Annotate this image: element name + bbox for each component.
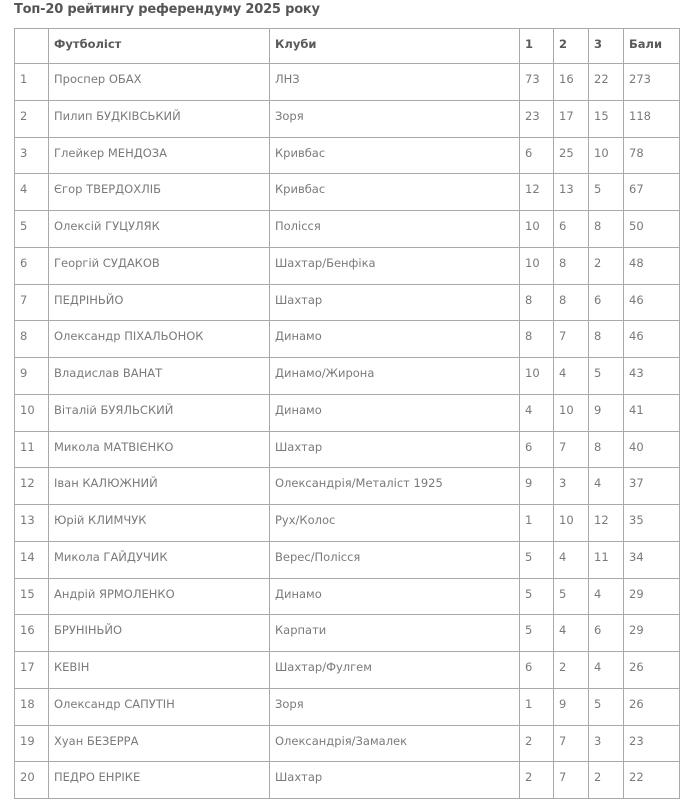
cell-points: 43 <box>624 358 680 395</box>
cell-third-place: 5 <box>589 174 624 211</box>
cell-player: КЕВІН <box>49 652 270 689</box>
cell-points: 118 <box>624 100 680 137</box>
cell-third-place: 10 <box>589 137 624 174</box>
cell-third-place: 8 <box>589 211 624 248</box>
cell-points: 29 <box>624 578 680 615</box>
cell-points: 40 <box>624 431 680 468</box>
table-row <box>15 100 680 137</box>
cell-third-place: 9 <box>589 394 624 431</box>
cell-clubs: Карпати <box>270 615 520 652</box>
cell-clubs: Шахтар <box>270 762 520 799</box>
header-row <box>15 29 680 64</box>
header-third-place: 3 <box>589 29 624 64</box>
cell-clubs: ЛНЗ <box>270 64 520 101</box>
cell-first-place: 8 <box>520 321 554 358</box>
header-points: Бали <box>624 29 680 64</box>
cell-rank: 18 <box>15 688 49 725</box>
table-row <box>15 578 680 615</box>
cell-third-place: 2 <box>589 247 624 284</box>
cell-rank: 6 <box>15 247 49 284</box>
cell-first-place: 1 <box>520 688 554 725</box>
table-row <box>15 64 680 101</box>
cell-player: БРУНІНЬЙО <box>49 615 270 652</box>
cell-player: Олександр САПУТІН <box>49 688 270 725</box>
cell-clubs: Динамо <box>270 321 520 358</box>
cell-second-place: 10 <box>554 505 589 542</box>
ranking-table <box>14 28 680 799</box>
cell-player: Єгор ТВЕРДОХЛІБ <box>49 174 270 211</box>
cell-clubs: Шахтар <box>270 431 520 468</box>
cell-first-place: 5 <box>520 541 554 578</box>
cell-points: 67 <box>624 174 680 211</box>
cell-second-place: 8 <box>554 284 589 321</box>
cell-third-place: 2 <box>589 762 624 799</box>
cell-third-place: 4 <box>589 578 624 615</box>
cell-second-place: 4 <box>554 615 589 652</box>
cell-player: Проспер ОБАХ <box>49 64 270 101</box>
cell-clubs: Динамо <box>270 578 520 615</box>
cell-rank: 16 <box>15 615 49 652</box>
cell-first-place: 1 <box>520 505 554 542</box>
cell-player: Георгій СУДАКОВ <box>49 247 270 284</box>
cell-second-place: 16 <box>554 64 589 101</box>
cell-rank: 8 <box>15 321 49 358</box>
cell-player: Микола ГАЙДУЧИК <box>49 541 270 578</box>
table-row <box>15 431 680 468</box>
table-row <box>15 358 680 395</box>
cell-first-place: 5 <box>520 615 554 652</box>
cell-first-place: 6 <box>520 431 554 468</box>
cell-clubs: Динамо/Жирона <box>270 358 520 395</box>
cell-third-place: 8 <box>589 321 624 358</box>
header-clubs: Клуби <box>270 29 520 64</box>
cell-second-place: 7 <box>554 321 589 358</box>
cell-second-place: 25 <box>554 137 589 174</box>
cell-first-place: 6 <box>520 652 554 689</box>
table-row <box>15 321 680 358</box>
cell-second-place: 8 <box>554 247 589 284</box>
cell-rank: 7 <box>15 284 49 321</box>
table-row <box>15 174 680 211</box>
header-first-place: 1 <box>520 29 554 64</box>
cell-clubs: Олександрія/Замалек <box>270 725 520 762</box>
cell-first-place: 9 <box>520 468 554 505</box>
cell-rank: 15 <box>15 578 49 615</box>
table-row <box>15 247 680 284</box>
cell-rank: 17 <box>15 652 49 689</box>
cell-rank: 13 <box>15 505 49 542</box>
cell-clubs: Рух/Колос <box>270 505 520 542</box>
cell-second-place: 2 <box>554 652 589 689</box>
cell-rank: 14 <box>15 541 49 578</box>
cell-third-place: 8 <box>589 431 624 468</box>
cell-first-place: 8 <box>520 284 554 321</box>
cell-second-place: 10 <box>554 394 589 431</box>
cell-clubs: Зоря <box>270 688 520 725</box>
cell-second-place: 13 <box>554 174 589 211</box>
table-row <box>15 284 680 321</box>
cell-player: Олексій ГУЦУЛЯК <box>49 211 270 248</box>
cell-first-place: 10 <box>520 211 554 248</box>
cell-clubs: Шахтар/Фулгем <box>270 652 520 689</box>
cell-rank: 3 <box>15 137 49 174</box>
cell-clubs: Шахтар <box>270 284 520 321</box>
cell-player: Хуан БЕЗЕРРА <box>49 725 270 762</box>
table-row <box>15 688 680 725</box>
cell-third-place: 6 <box>589 615 624 652</box>
cell-first-place: 10 <box>520 358 554 395</box>
cell-second-place: 6 <box>554 211 589 248</box>
table-row <box>15 652 680 689</box>
cell-second-place: 9 <box>554 688 589 725</box>
cell-player: Пилип БУДКІВСЬКИЙ <box>49 100 270 137</box>
cell-third-place: 11 <box>589 541 624 578</box>
cell-rank: 4 <box>15 174 49 211</box>
cell-first-place: 5 <box>520 578 554 615</box>
cell-points: 46 <box>624 321 680 358</box>
cell-clubs: Олександрія/Металіст 1925 <box>270 468 520 505</box>
cell-points: 78 <box>624 137 680 174</box>
header-second-place: 2 <box>554 29 589 64</box>
cell-points: 37 <box>624 468 680 505</box>
cell-clubs: Кривбас <box>270 137 520 174</box>
table-row <box>15 615 680 652</box>
cell-player: Андрій ЯРМОЛЕНКО <box>49 578 270 615</box>
cell-second-place: 4 <box>554 541 589 578</box>
cell-first-place: 2 <box>520 725 554 762</box>
cell-points: 23 <box>624 725 680 762</box>
cell-clubs: Зоря <box>270 100 520 137</box>
cell-clubs: Полісся <box>270 211 520 248</box>
cell-first-place: 10 <box>520 247 554 284</box>
cell-first-place: 73 <box>520 64 554 101</box>
cell-points: 46 <box>624 284 680 321</box>
cell-second-place: 3 <box>554 468 589 505</box>
table-title: Топ-20 рейтингу референдуму 2025 року <box>14 2 320 17</box>
cell-second-place: 17 <box>554 100 589 137</box>
cell-clubs: Динамо <box>270 394 520 431</box>
cell-second-place: 4 <box>554 358 589 395</box>
table-row <box>15 541 680 578</box>
cell-third-place: 6 <box>589 284 624 321</box>
cell-points: 35 <box>624 505 680 542</box>
table-row <box>15 505 680 542</box>
cell-points: 34 <box>624 541 680 578</box>
cell-first-place: 4 <box>520 394 554 431</box>
cell-player: Юрій КЛИМЧУК <box>49 505 270 542</box>
table-row <box>15 394 680 431</box>
table-row <box>15 725 680 762</box>
cell-third-place: 5 <box>589 688 624 725</box>
cell-points: 41 <box>624 394 680 431</box>
cell-clubs: Верес/Полісся <box>270 541 520 578</box>
cell-second-place: 7 <box>554 431 589 468</box>
cell-player: Глейкер МЕНДОЗА <box>49 137 270 174</box>
cell-first-place: 2 <box>520 762 554 799</box>
cell-rank: 19 <box>15 725 49 762</box>
cell-player: Олександр ПІХАЛЬОНОК <box>49 321 270 358</box>
table-row <box>15 211 680 248</box>
cell-second-place: 7 <box>554 725 589 762</box>
table-row <box>15 137 680 174</box>
cell-third-place: 3 <box>589 725 624 762</box>
cell-third-place: 4 <box>589 468 624 505</box>
cell-first-place: 23 <box>520 100 554 137</box>
cell-first-place: 12 <box>520 174 554 211</box>
cell-points: 29 <box>624 615 680 652</box>
cell-third-place: 15 <box>589 100 624 137</box>
cell-rank: 5 <box>15 211 49 248</box>
cell-rank: 10 <box>15 394 49 431</box>
cell-points: 26 <box>624 688 680 725</box>
cell-third-place: 4 <box>589 652 624 689</box>
cell-first-place: 6 <box>520 137 554 174</box>
cell-points: 26 <box>624 652 680 689</box>
cell-rank: 2 <box>15 100 49 137</box>
cell-clubs: Кривбас <box>270 174 520 211</box>
cell-points: 22 <box>624 762 680 799</box>
table-row <box>15 762 680 799</box>
cell-points: 273 <box>624 64 680 101</box>
cell-third-place: 22 <box>589 64 624 101</box>
cell-rank: 9 <box>15 358 49 395</box>
cell-rank: 20 <box>15 762 49 799</box>
cell-player: ПЕДРО ЕНРІКЕ <box>49 762 270 799</box>
cell-points: 50 <box>624 211 680 248</box>
cell-third-place: 12 <box>589 505 624 542</box>
table-row <box>15 468 680 505</box>
cell-rank: 1 <box>15 64 49 101</box>
cell-second-place: 5 <box>554 578 589 615</box>
cell-player: Іван КАЛЮЖНИЙ <box>49 468 270 505</box>
cell-player: Віталій БУЯЛЬСКИЙ <box>49 394 270 431</box>
cell-player: ПЕДРІНЬЙО <box>49 284 270 321</box>
cell-player: Микола МАТВІЄНКО <box>49 431 270 468</box>
cell-rank: 11 <box>15 431 49 468</box>
cell-second-place: 7 <box>554 762 589 799</box>
cell-player: Владислав ВАНАТ <box>49 358 270 395</box>
cell-clubs: Шахтар/Бенфіка <box>270 247 520 284</box>
cell-points: 48 <box>624 247 680 284</box>
header-player: Футболіст <box>49 29 270 64</box>
cell-rank: 12 <box>15 468 49 505</box>
cell-third-place: 5 <box>589 358 624 395</box>
header-rank <box>15 29 49 64</box>
